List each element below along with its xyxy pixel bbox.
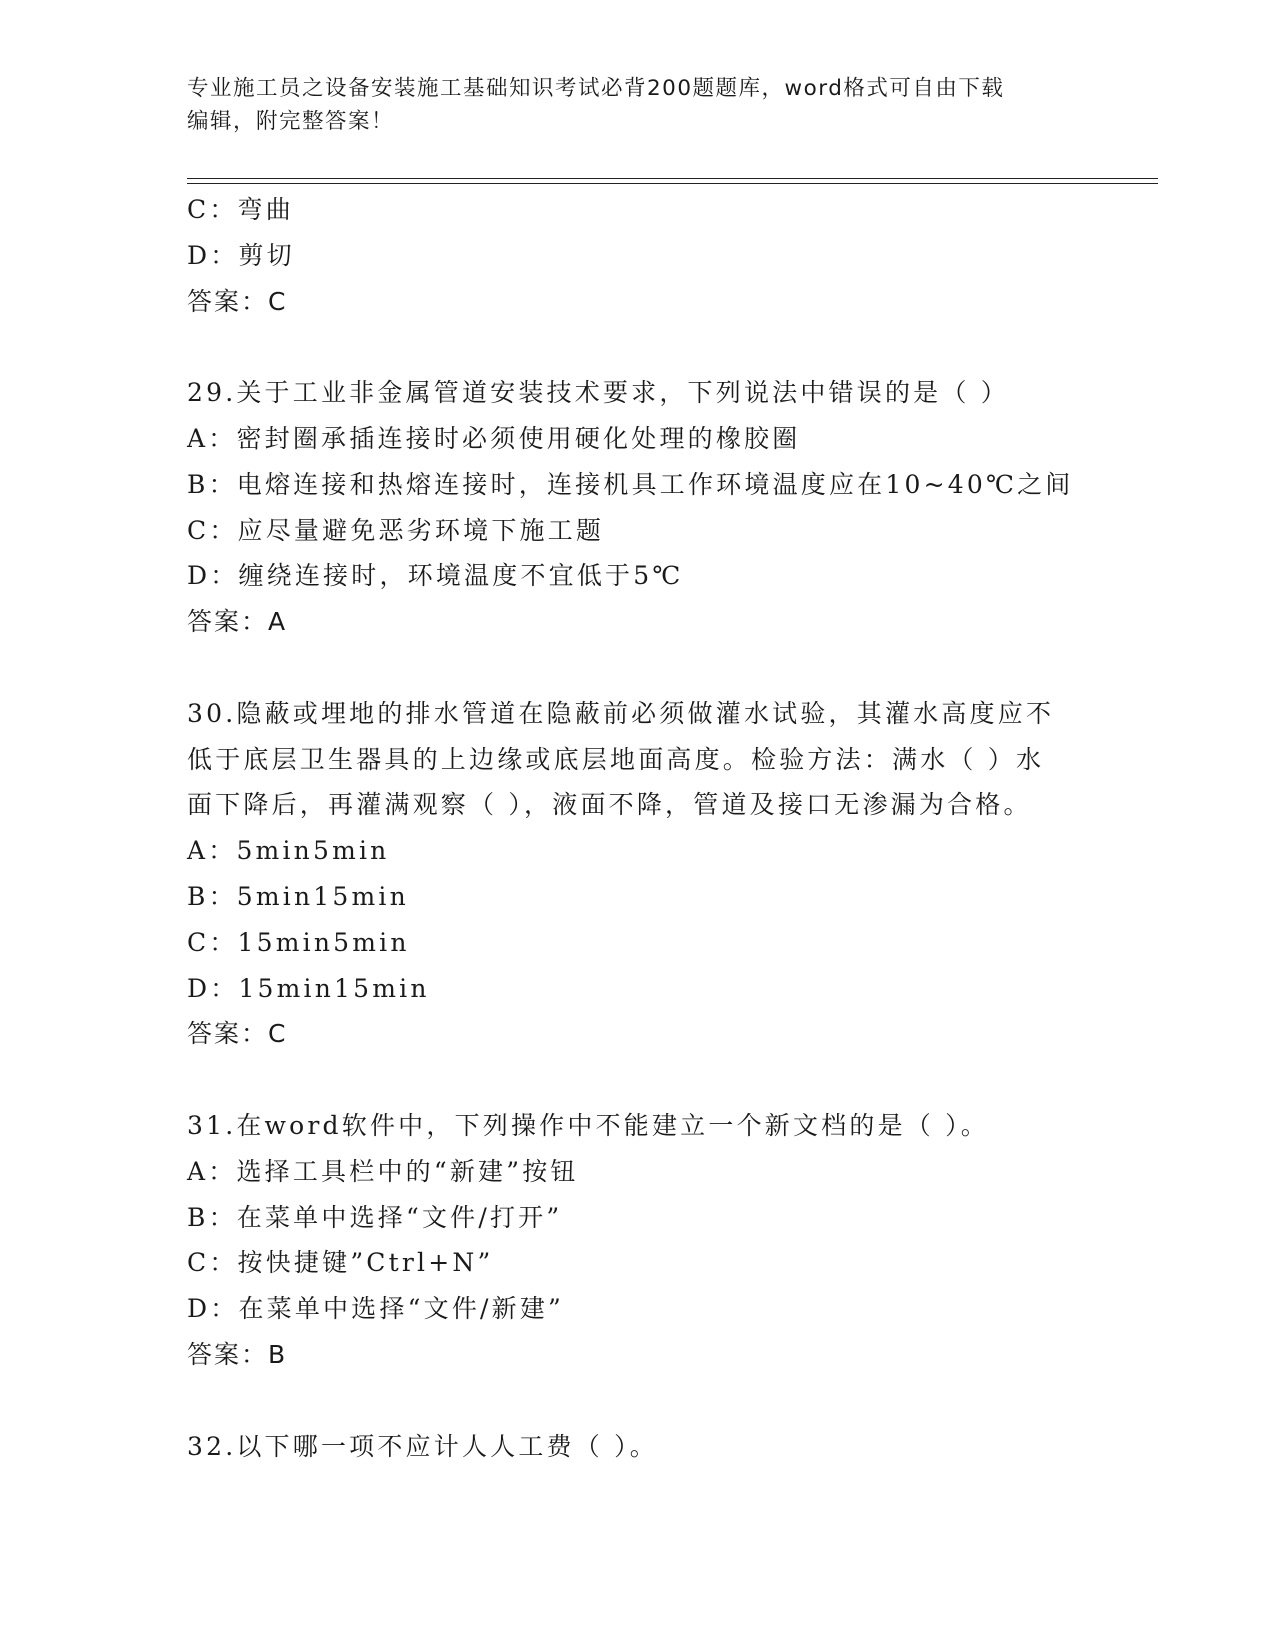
option-b: B：在菜单中选择“文件/打开”	[187, 1202, 563, 1232]
answer-line: 答案：A	[187, 607, 288, 637]
option-c: C：15min5min	[187, 927, 410, 957]
question-spacer	[187, 645, 1087, 691]
answer-line: 答案：C	[187, 1019, 288, 1049]
option-c: C：弯曲	[187, 195, 294, 224]
option-d: D：缠绕连接时，环境温度不宜低于5℃	[187, 561, 684, 591]
question-list	[187, 187, 1087, 1469]
option-c: C：应尽量避免恶劣环境下施工题	[187, 515, 605, 545]
header-rule-top	[187, 178, 1158, 179]
answer-line: 答案：C	[187, 286, 288, 316]
option-d: D：15min15min	[187, 973, 430, 1003]
question-block-31	[187, 1103, 1087, 1378]
option-d: D：剪切	[187, 240, 295, 270]
question-stem: 29.关于工业非金属管道安装技术要求，下列说法中错误的是（ ）	[187, 378, 1009, 408]
question-stem: 32.以下哪一项不应计人人工费（ ）。	[187, 1431, 659, 1461]
header-title-line-1: 专业施工员之设备安装施工基础知识考试必背200题题库，word格式可自由下载	[187, 76, 1005, 101]
option-c: C：按快捷键”Ctrl+N”	[187, 1248, 494, 1278]
question-stem: 30.隐蔽或埋地的排水管道在隐蔽前必须做灌水试验，其灌水高度应不	[187, 698, 1055, 728]
option-b: B：电熔连接和热熔连接时，连接机具工作环境温度应在10~40℃之间	[187, 469, 1074, 499]
question-block-30	[187, 691, 1087, 1057]
option-b: B：5min15min	[187, 881, 409, 911]
option-a: A：密封圈承插连接时必须使用硬化处理的橡胶圈	[187, 423, 801, 453]
question-spacer	[187, 1057, 1087, 1103]
question-block-partial	[187, 187, 1087, 324]
question-block-32	[187, 1424, 1087, 1470]
question-stem-continued: 低于底层卫生器具的上边缘或底层地面高度。检验方法：满水（ ）水	[187, 744, 1045, 774]
option-a: A：选择工具栏中的“新建”按钮	[187, 1156, 579, 1186]
option-a: A：5min5min	[187, 836, 390, 866]
question-block-29	[187, 370, 1087, 645]
header-title-line-2: 编辑，附完整答案！	[187, 109, 395, 134]
header-rule-bottom	[187, 183, 1158, 184]
option-d: D：在菜单中选择“文件/新建”	[187, 1294, 565, 1324]
answer-line: 答案：B	[187, 1339, 288, 1369]
question-spacer	[187, 324, 1087, 370]
document-header	[187, 72, 1087, 138]
question-spacer	[187, 1378, 1087, 1424]
question-stem-continued: 面下降后，再灌满观察（ ），液面不降，管道及接口无渗漏为合格。	[187, 790, 1032, 820]
question-stem: 31.在word软件中，下列操作中不能建立一个新文档的是（ ）。	[187, 1110, 990, 1140]
